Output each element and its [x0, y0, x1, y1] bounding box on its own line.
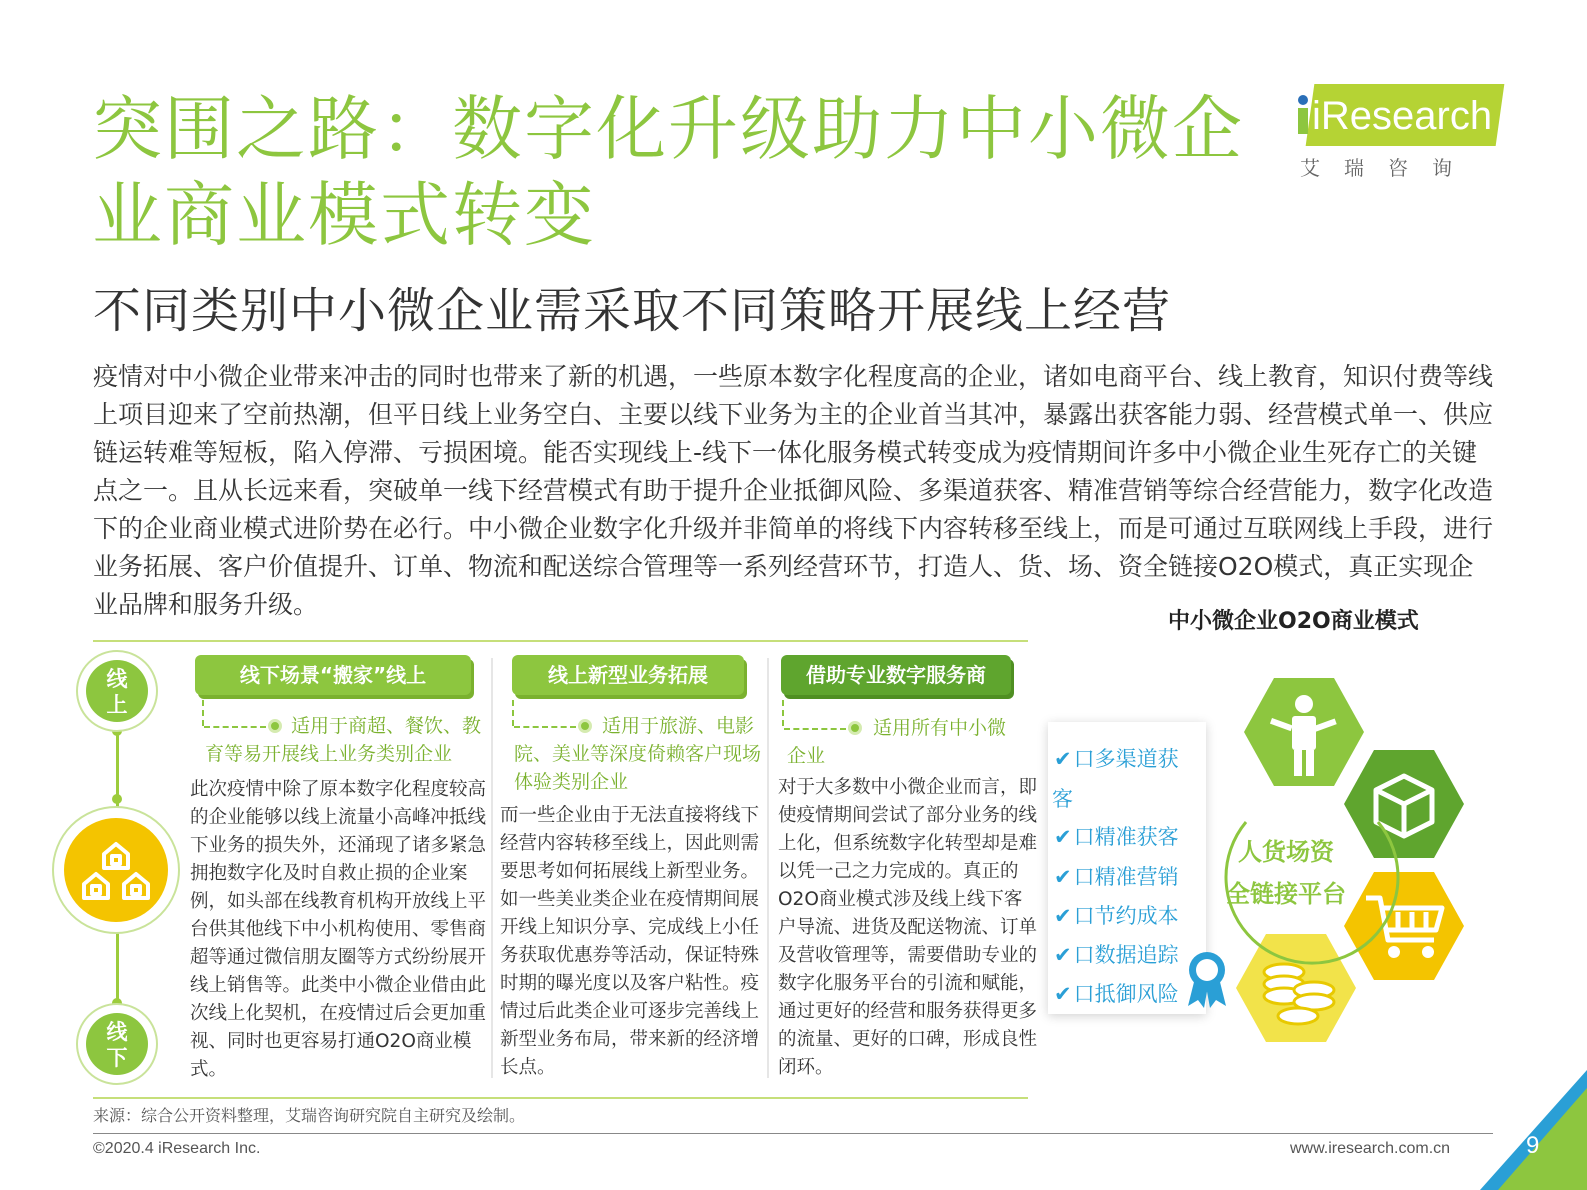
column-separator: [767, 658, 769, 1078]
check-icon: ✔: [1054, 982, 1072, 1006]
logo-text: iResearch: [1312, 94, 1493, 138]
diagram-title: 中小微企业O2O商业模式: [1168, 609, 1419, 634]
column-3-header: 借助专业数字服务商: [781, 655, 1011, 695]
column-separator: [491, 658, 493, 1078]
online-label: 线上: [106, 667, 128, 717]
check-icon: ✔: [1054, 825, 1072, 849]
checklist-item: ✔口精准获客: [1054, 825, 1179, 849]
column-1-scope: 适用于商超、餐饮、教育等易开展线上业务类别企业: [205, 715, 482, 765]
column-3-connector: [782, 700, 784, 726]
checklist-item: ✔口精准营销: [1054, 865, 1179, 889]
checklist-item: ✔口数据追踪: [1054, 943, 1179, 967]
offline-circle: [76, 1003, 158, 1085]
column-2-scope: 适用于旅游、电影院、美业等深度倚赖客户现场体验类别企业: [514, 715, 762, 793]
bottom-divider: [93, 1097, 1028, 1099]
benefit-checklist: [1048, 722, 1206, 1014]
offline-label: 线下: [106, 1020, 128, 1070]
checklist-item: ✔口抵御风险: [1054, 982, 1179, 1006]
website-link[interactable]: www.iresearch.com.cn: [1290, 1140, 1451, 1157]
checklist-item-continued: 客: [1052, 787, 1073, 811]
check-icon: ✔: [1054, 943, 1072, 967]
copyright: ©2020.4 iResearch Inc.: [93, 1140, 261, 1157]
column-3-scope: 适用所有中小微企业: [787, 717, 1007, 767]
intro-paragraph: 疫情对中小微企业带来冲击的同时也带来了新的机遇，一些原本数字化程度高的企业，诸如电商平台、线上教育，知识付费等线上项目迎来了空前热潮，但平日线上业务空白、主要以线下业务为主的企业首当其冲，暴露出获客能力弱、经营模式单一、供应链运转难等短板，陷入停滞、亏损困境。能否实现线上-线下一体化服务模式转变成为疫情期间许多中小微企业生死存亡的关键点之一。且从长远来看，突破单一线下经营模式有助于提升企业抵御风险、多渠道获客、精准营销等综合经营能力，数字化改造下的企业商业模式进阶势在必行。中小微企业数字化升级并非简单的将线下内容转移至线上，而是可通过互联网线上手段，进行业务拓展、客户价值提升、订单、物流和配送综合管理等一系列经营环节，打造人、货、场、资全链接O2O模式，真正实现企业品牌和服务升级。: [93, 362, 1494, 619]
box-hex: [1344, 750, 1464, 858]
page-title: 突围之路：数字化升级助力中小微企业商业模式转变: [92, 88, 1244, 256]
o2o-hex-diagram: [1206, 672, 1506, 1072]
logo-cn: 艾瑞咨询: [1300, 156, 1476, 180]
logo-i-icon: [1296, 94, 1310, 136]
checklist-item: ✔口多渠道获: [1054, 747, 1179, 771]
column-1-connector: [202, 700, 204, 726]
column-2-body: 而一些企业由于无法直接将线下经营内容转移至线上，因此则需要思考如何拓展线上新型业务。如一些美业类企业在疫情期间展开线上知识分享、完成线上小任务获取优惠券等活动，保证特殊时期的曝光度以及客户粘性。疫情过后此类企业可逐步完善线上新型业务布局，带来新的经济增长点。: [500, 805, 760, 1078]
column-1-header: 线下场景“搬家”线上: [195, 655, 471, 695]
iresearch-logo: [1296, 84, 1496, 184]
check-icon: ✔: [1054, 865, 1072, 889]
corner-decoration: [1480, 1070, 1587, 1190]
cart-hex: [1344, 872, 1464, 980]
shop-houses-icon: [64, 818, 168, 922]
page-number: 9: [1526, 1132, 1540, 1159]
column-1-body: 此次疫情中除了原本数字化程度较高的企业能够以线上流量小高峰冲抵线下业务的损失外，还涌现了诸多紧急拥抱数字化及时自救止损的企业案例，如头部在线教育机构开放线上平台供其他线下中小机构使用、零售商超等通过微信朋友圈等方式纷纷展开线上销售等。此类中小微企业借由此次线上化契机，在疫情过后会更加重视、同时也更容易打通O2O商业模式。: [190, 779, 487, 1080]
source-note: 来源：综合公开资料整理，艾瑞咨询研究院自主研究及绘制。: [93, 1106, 526, 1125]
top-divider: [93, 640, 1028, 642]
footer-divider: [93, 1133, 1493, 1134]
checklist-item: ✔口节约成本: [1054, 904, 1179, 928]
person-hex: [1244, 678, 1364, 786]
page-subtitle: 不同类别中小微企业需采取不同策略开展线上经营: [93, 283, 1172, 339]
check-icon: ✔: [1054, 747, 1072, 771]
check-icon: ✔: [1054, 904, 1072, 928]
online-circle: [76, 650, 158, 732]
hub-label-line1: 人货场资: [1238, 838, 1334, 866]
column-2-header: 线上新型业务拓展: [512, 655, 744, 695]
hub-label-line2: 全链接平台: [1226, 880, 1346, 908]
shop-circle: [52, 806, 180, 934]
timeline-dot: [112, 794, 122, 804]
column-3-body: 对于大多数中小微企业而言，即使疫情期间尝试了部分业务的线上化，但系统数字化转型却是难以凭一己之力完成的。真正的O2O商业模式涉及线上线下客户导流、进货及配送物流、订单及营收管理等，需要借助专业的数字化服务平台的引流和赋能，通过更好的经营和服务获得更多的流量、更好的口碑，形成良性闭环。: [778, 777, 1038, 1078]
coins-hex: [1236, 934, 1356, 1042]
